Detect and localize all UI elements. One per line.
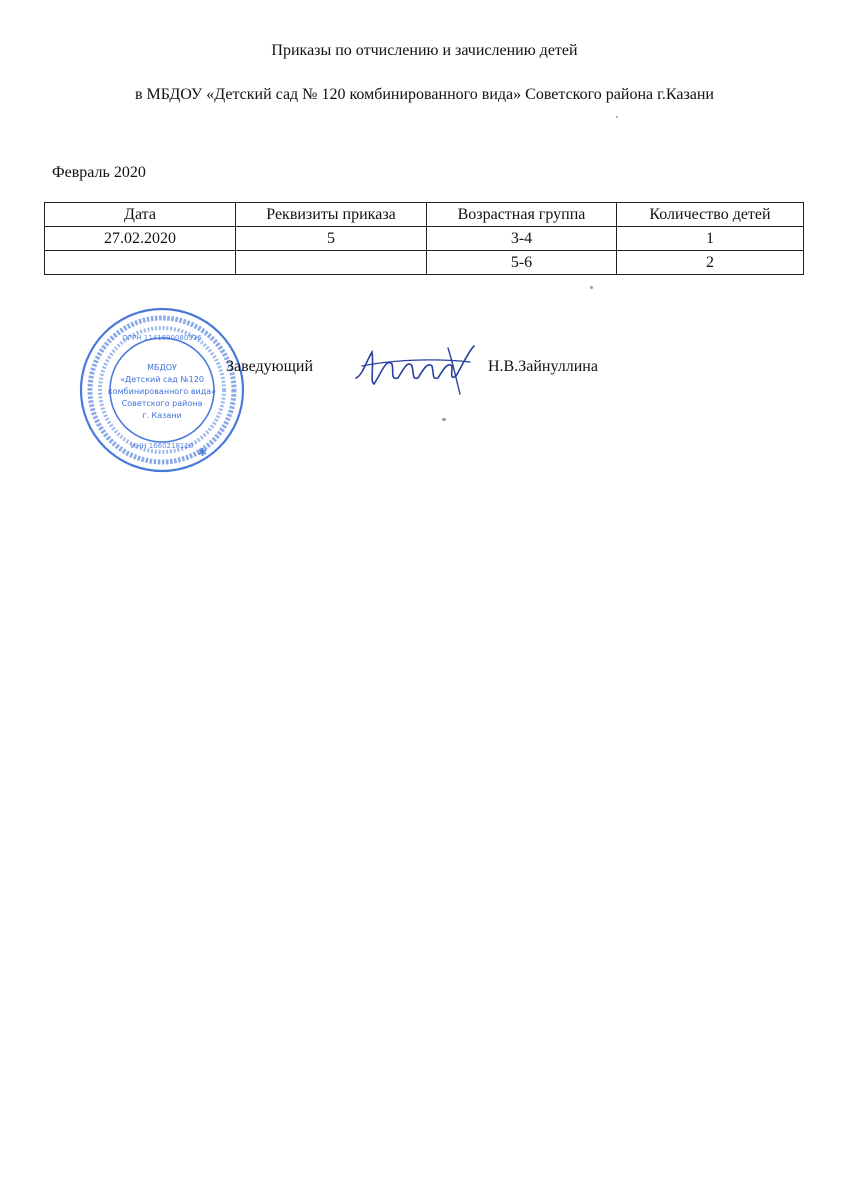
table-cell-order-details: 5 [236, 227, 427, 251]
stamp-line: МБДОУ [147, 363, 177, 372]
official-stamp [78, 306, 246, 474]
table-cell-order-details [236, 251, 427, 275]
table-row [45, 251, 804, 275]
signer-name: Н.В.Зайнуллина [488, 358, 598, 375]
document-title: Приказы по отчислению и зачислению детей [271, 42, 578, 59]
stamp-line: «Детский сад №120 [120, 375, 204, 384]
stamp-line: комбинированного вида» [107, 387, 217, 396]
document-subtitle: в МБДОУ «Детский сад № 120 комбинированного вида» Советского района г.Казани [134, 86, 714, 103]
stamp-ogrn: ОГРН 1141690080936 [122, 334, 202, 342]
column-header-date: Дата [45, 203, 236, 227]
column-header-age-group: Возрастная группа [427, 203, 617, 227]
table-header-row [45, 203, 804, 227]
table-cell-age-group: 3-4 [427, 227, 617, 251]
scan-speck [616, 116, 618, 118]
column-header-order-details: Реквизиты приказа [236, 203, 427, 227]
stamp-line: г. Казани [142, 411, 182, 420]
signer-role: Заведующий [226, 358, 314, 375]
table-cell-age-group: 5-6 [427, 251, 617, 275]
table-cell-children-count: 2 [617, 251, 804, 275]
stamp-inn: ИНН 1660218118 [130, 442, 194, 450]
table-cell-children-count: 1 [617, 227, 804, 251]
stamp-line: Советского района [121, 399, 203, 408]
column-header-children-count: Количество детей [617, 203, 804, 227]
table-cell-date: 27.02.2020 [45, 227, 236, 251]
orders-table [44, 202, 804, 275]
stamp-star-icon: ✱ [198, 446, 208, 459]
period-label: Февраль 2020 [52, 164, 146, 181]
scan-speck [590, 286, 593, 289]
table-cell-date [45, 251, 236, 275]
table-row [45, 227, 804, 251]
scan-speck [442, 418, 446, 421]
handwritten-signature [352, 338, 480, 398]
